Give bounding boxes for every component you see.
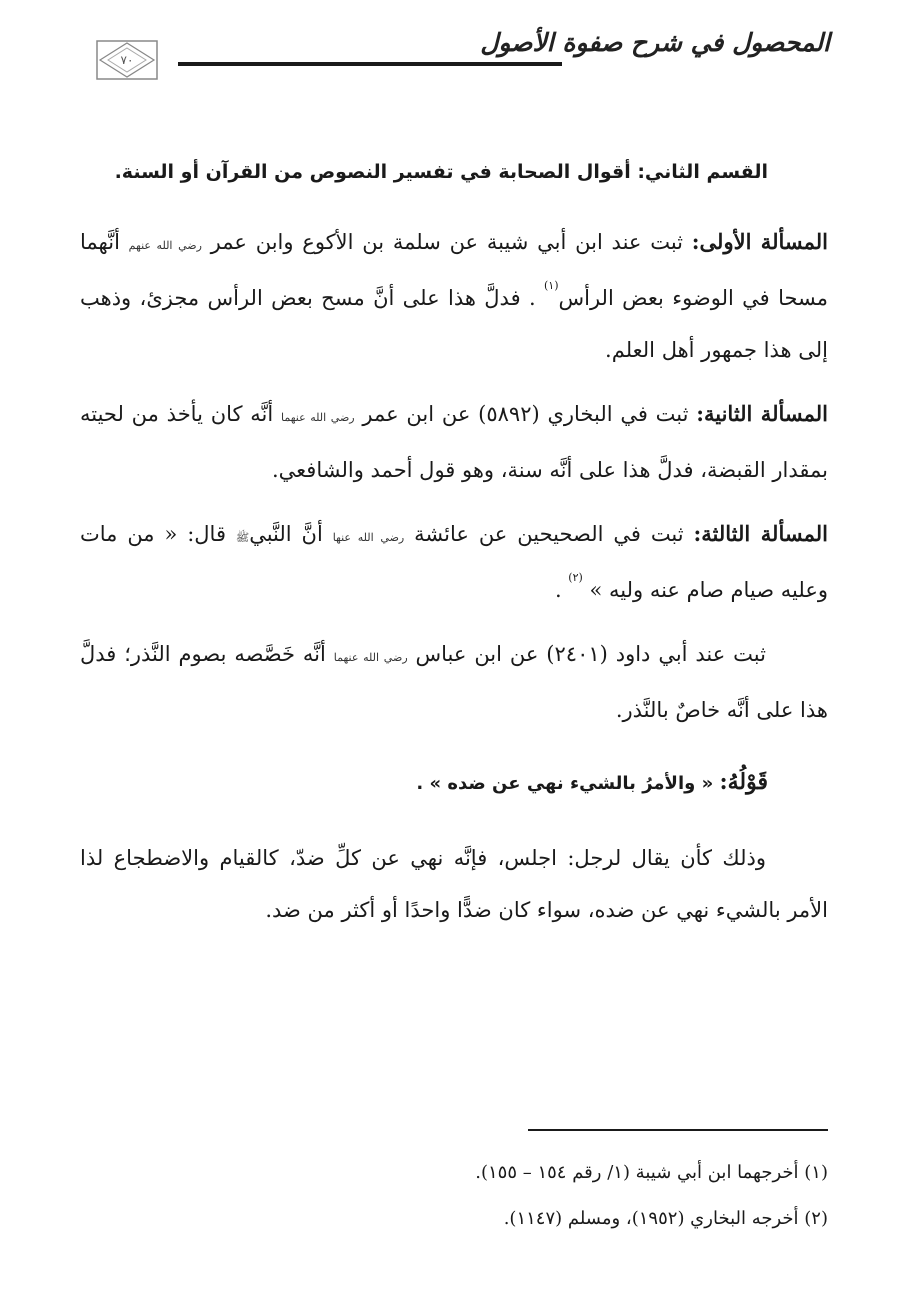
header-rule [178, 62, 562, 66]
issue-text: . [554, 578, 569, 602]
running-header-title: المحصول في شرح صفوة الأصول [480, 28, 830, 57]
matn-quote [80, 756, 768, 810]
section-heading: القسم الثاني: أقوال الصحابة في تفسير النصوص من القرآن أو السنة. [114, 161, 768, 183]
issue-lead: المسألة الثالثة: [693, 521, 828, 546]
ibn-abbas-paragraph [80, 628, 828, 736]
issue-paragraph-1 [80, 216, 828, 376]
honorific: رضي الله عنهما [281, 411, 355, 424]
issue-lead: المسألة الأولى: [691, 229, 828, 254]
footnote-reference[interactable]: (٢) [568, 571, 583, 584]
issue-text: . فدلَّ هذا على أنَّ مسح بعض الرأس مجزئ، وذهب إلى هذا جمهور أهل العلم. [80, 286, 828, 362]
paragraph-text: أنَّه خَصَّصه بصوم النَّذر؛ فدلَّ هذا على أنَّه خاصٌ بالنَّذر. [80, 642, 828, 722]
issue-text: أنَّهما مسحا في الوضوء بعض الرأس [80, 230, 828, 310]
main-text [80, 150, 828, 948]
honorific: رضي الله عنها [332, 531, 405, 544]
footnote-1: (١) أخرجهما ابن أبي شيبة (١/ رقم ١٥٤ – ١٥٥). [475, 1162, 828, 1183]
issue-text: قال: « من مات وعليه صيام صام عنه وليه » [80, 522, 828, 602]
issue-text: أنَّ النَّبي [249, 522, 333, 546]
issue-paragraph-2 [80, 388, 828, 496]
honorific: رضي الله عنهما [333, 651, 408, 664]
issue-text: ثبت عند ابن أبي شيبة عن سلمة بن الأكوع وابن عمر [201, 230, 692, 254]
footnotes [80, 1150, 828, 1242]
issue-text: ثبت في الصحيحين عن عائشة [404, 522, 694, 546]
issue-lead: المسألة الثانية: [696, 401, 828, 426]
page-number: ٧٠ [120, 53, 134, 67]
honorific: رضي الله عنهم [128, 239, 202, 252]
matn-quote-text: « والأمرُ بالشيء نهي عن ضده » . [416, 773, 720, 794]
issue-text: ثبت في البخاري (٥٨٩٢) عن ابن عمر [354, 402, 697, 426]
explanation-paragraph: وذلك كأن يقال لرجل: اجلس، فإنَّه نهي عن كلِّ ضدّ، كالقيام والاضطجاع لذا الأمر بالشيء نهي عن ضده، سواء كان ضدًّا واحدًا أو أكثر من ضد. [80, 846, 828, 922]
footnote-reference[interactable]: (١) [543, 279, 559, 292]
issue-paragraph-3 [80, 508, 828, 616]
honorific-prophet: ﷺ [235, 531, 250, 544]
footnote-separator [528, 1129, 828, 1131]
footnote-2: (٢) أخرجه البخاري (١٩٥٢)، ومسلم (١١٤٧). [503, 1208, 828, 1229]
issue-text: أنَّه كان يأخذ من لحيته بمقدار القبضة، فدلَّ هذا على أنَّه سنة، وهو قول أحمد والشافعي. [80, 402, 828, 482]
qawluhu-label: قَوْلُهُ: [719, 769, 768, 795]
paragraph-text: ثبت عند أبي داود (٢٤٠١) عن ابن عباس [407, 642, 766, 666]
page-number-ornament [96, 40, 158, 80]
